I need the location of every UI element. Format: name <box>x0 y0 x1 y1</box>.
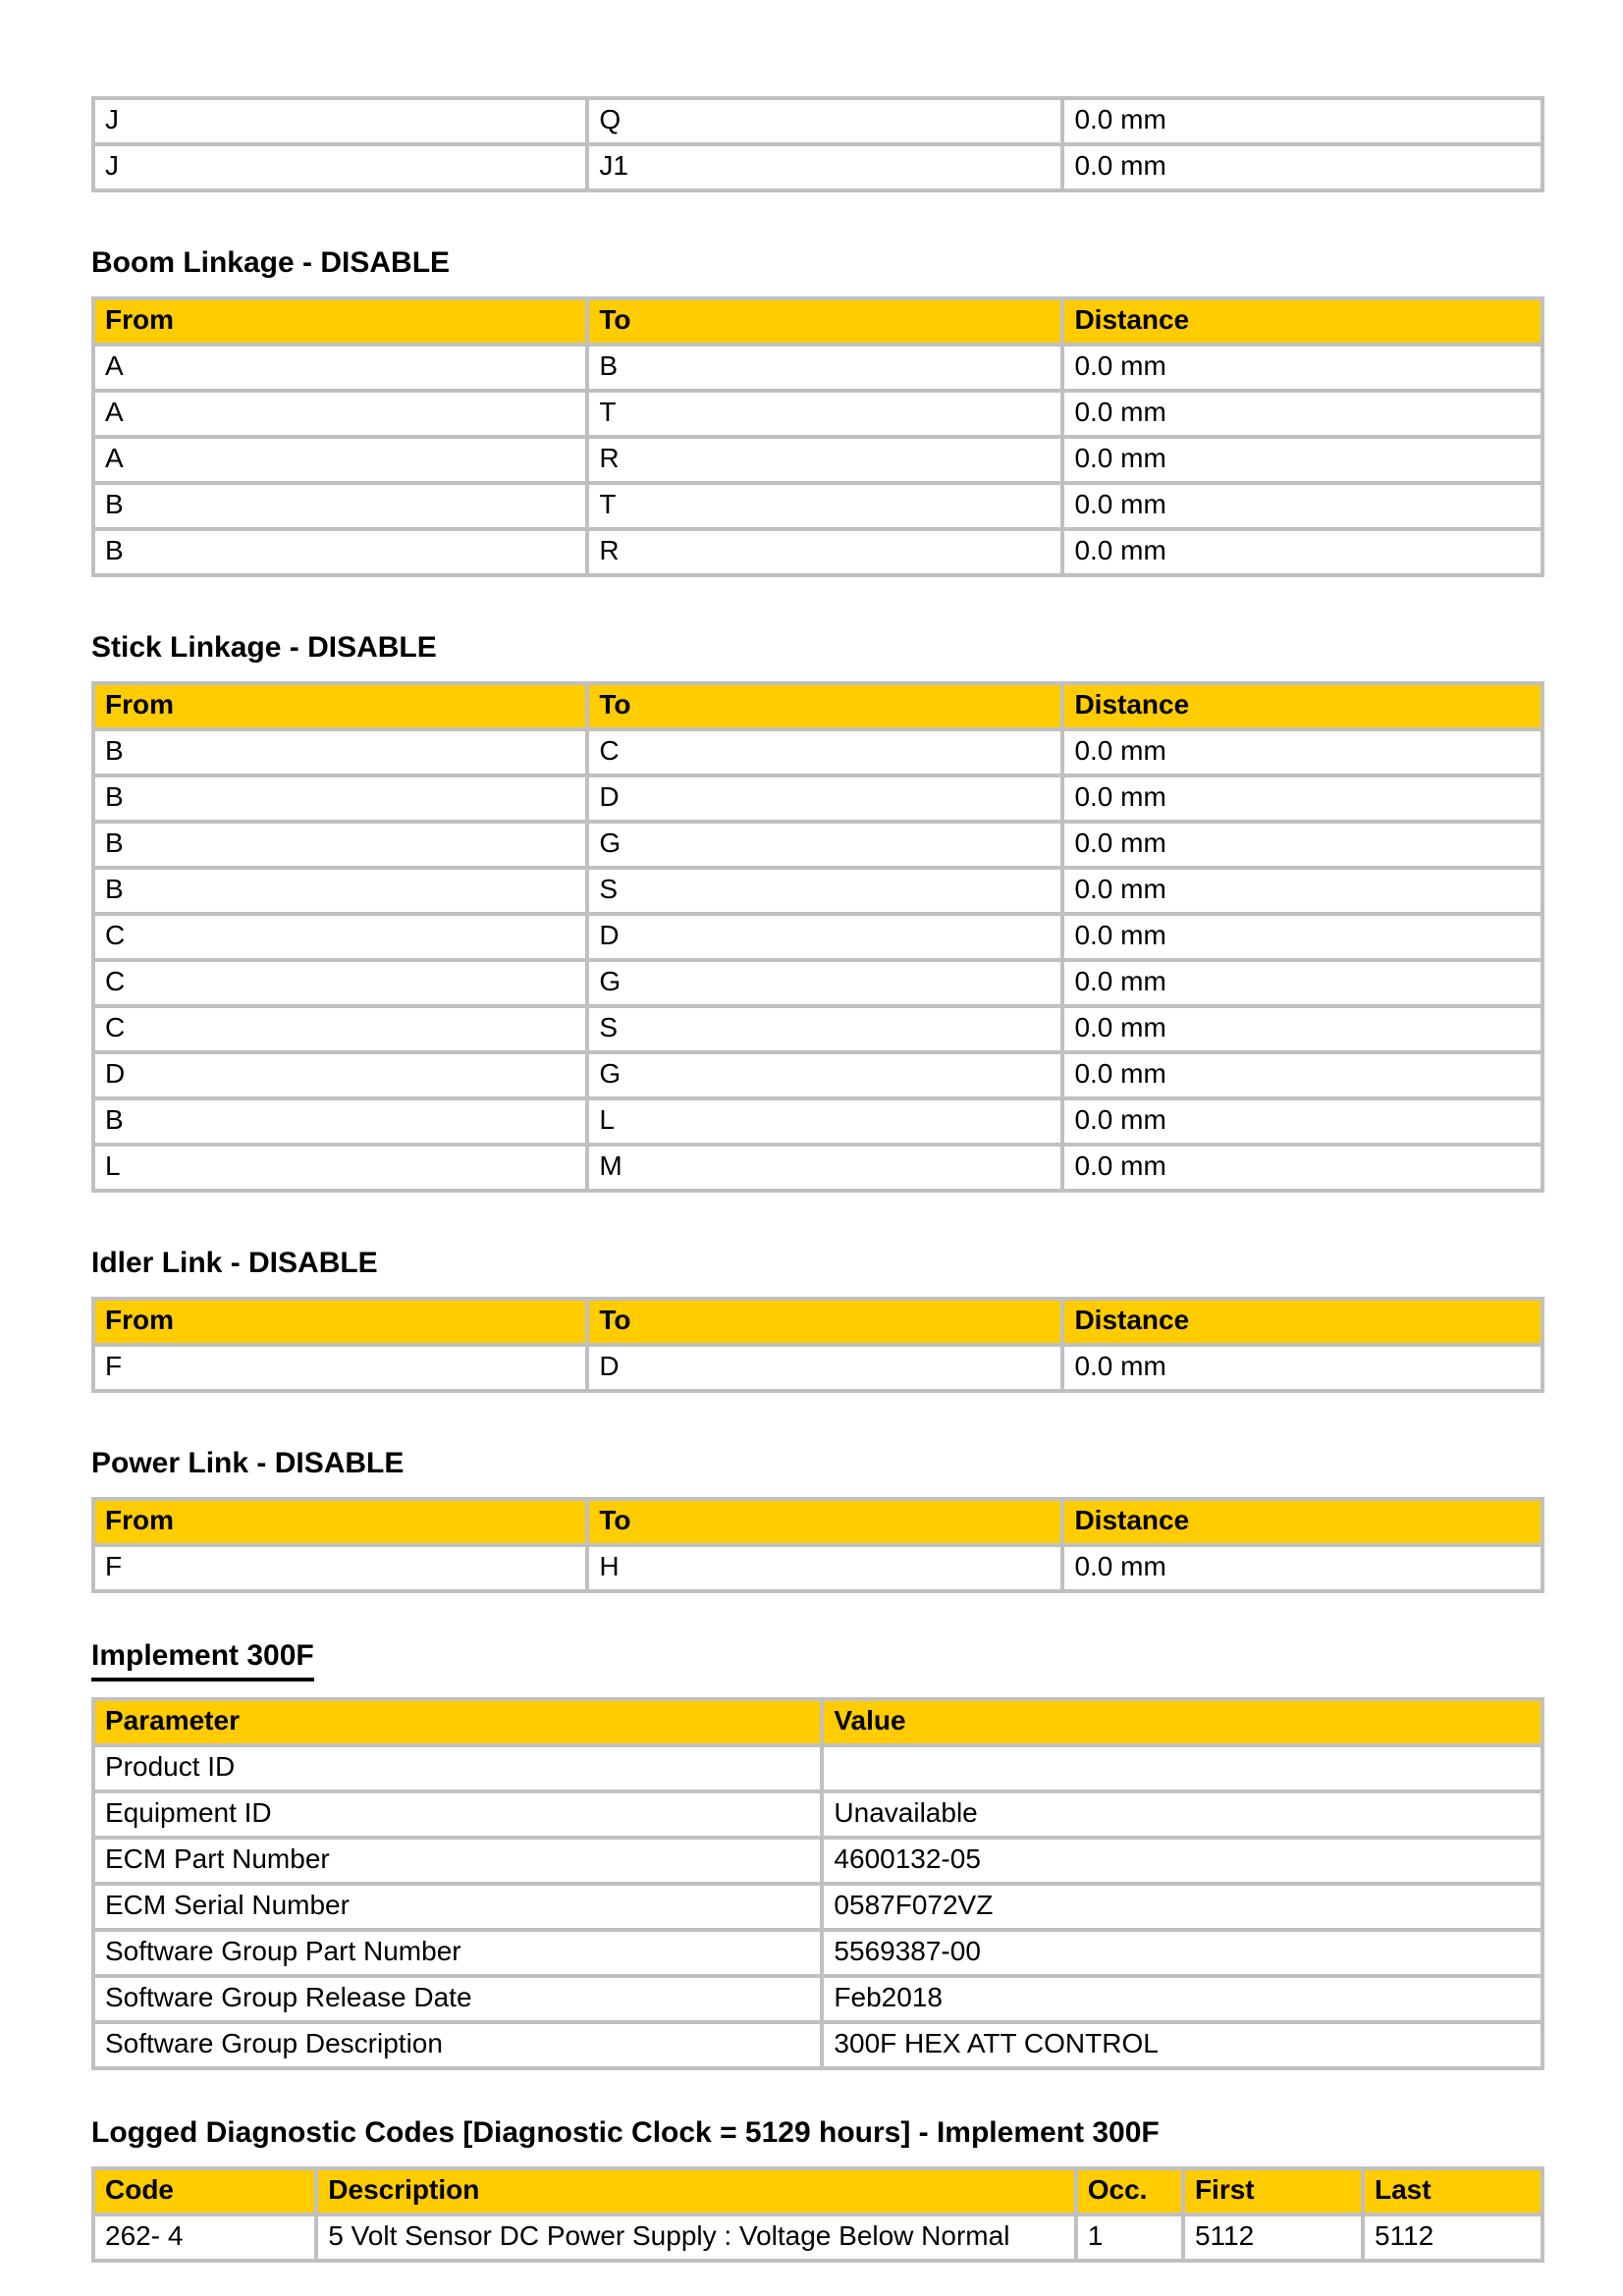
cell: B <box>93 775 587 822</box>
cell: C <box>93 960 587 1006</box>
table-row <box>93 1052 1542 1098</box>
cell: 0.0 mm <box>1062 822 1542 868</box>
column-header: Distance <box>1062 298 1542 345</box>
table-row <box>93 960 1542 1006</box>
table-row <box>93 1006 1542 1052</box>
cell: ECM Serial Number <box>93 1884 822 1930</box>
cell: B <box>93 729 587 775</box>
cell: T <box>587 483 1062 529</box>
section-title-implement-300f <box>91 1638 1544 1682</box>
header-row <box>93 683 1542 729</box>
column-header: To <box>587 1299 1062 1345</box>
cell: 0.0 mm <box>1062 1006 1542 1052</box>
section-title-power-link: Power Link - DISABLE <box>91 1447 405 1479</box>
table-row <box>93 2022 1542 2068</box>
cell: H <box>587 1545 1062 1591</box>
cell: Q <box>587 98 1062 144</box>
column-header: Distance <box>1062 1299 1542 1345</box>
cell: F <box>93 1345 587 1391</box>
table-row <box>93 1745 1542 1791</box>
cell: D <box>587 914 1062 960</box>
section-title-logged-diagnostic-codes: Logged Diagnostic Codes [Diagnostic Clock = 5129 hours] - Implement 300F <box>91 2116 1160 2149</box>
cell: Software Group Part Number <box>93 1930 822 1976</box>
table-row <box>93 345 1542 391</box>
cell: D <box>587 1345 1062 1391</box>
table-row <box>93 1345 1542 1391</box>
cell: G <box>587 960 1062 1006</box>
implement-parameter-table <box>91 1697 1544 2070</box>
table-row <box>93 483 1542 529</box>
cell: 5 Volt Sensor DC Power Supply : Voltage Below Normal <box>316 2215 1075 2261</box>
cell: 5112 <box>1183 2215 1363 2261</box>
cell: M <box>587 1145 1062 1191</box>
linkage-continuation-table <box>91 96 1544 192</box>
implement-title-text: Implement 300F <box>91 1638 314 1682</box>
header-row <box>93 1299 1542 1345</box>
cell: S <box>587 868 1062 914</box>
cell: 0.0 mm <box>1062 868 1542 914</box>
cell: 0.0 mm <box>1062 391 1542 437</box>
cell: D <box>93 1052 587 1098</box>
cell: B <box>93 529 587 575</box>
cell: B <box>587 345 1062 391</box>
cell: 300F HEX ATT CONTROL <box>822 2022 1542 2068</box>
cell: 0.0 mm <box>1062 1345 1542 1391</box>
header-row <box>93 1699 1542 1745</box>
cell: 0.0 mm <box>1062 775 1542 822</box>
cell: 5569387-00 <box>822 1930 1542 1976</box>
column-header: To <box>587 1499 1062 1545</box>
table-row <box>93 1838 1542 1884</box>
logged-diagnostic-codes-table <box>91 2166 1544 2263</box>
power-link-table <box>91 1497 1544 1593</box>
column-header: From <box>93 298 587 345</box>
cell: A <box>93 437 587 483</box>
cell: 0.0 mm <box>1062 1145 1542 1191</box>
cell: R <box>587 437 1062 483</box>
table-row <box>93 775 1542 822</box>
table-row <box>93 868 1542 914</box>
column-header: Value <box>822 1699 1542 1745</box>
cell: 0.0 mm <box>1062 1052 1542 1098</box>
section-title-boom-linkage: Boom Linkage - DISABLE <box>91 246 451 279</box>
column-header: From <box>93 1299 587 1345</box>
table-row <box>93 1145 1542 1191</box>
column-header: Parameter <box>93 1699 822 1745</box>
cell: 0.0 mm <box>1062 483 1542 529</box>
table-row <box>93 1098 1542 1145</box>
cell: L <box>93 1145 587 1191</box>
cell: B <box>93 1098 587 1145</box>
table-row <box>93 1930 1542 1976</box>
column-header: Occ. <box>1076 2168 1183 2215</box>
cell: 0.0 mm <box>1062 1545 1542 1591</box>
header-row <box>93 1499 1542 1545</box>
boom-linkage-table <box>91 296 1544 577</box>
stick-linkage-table <box>91 681 1544 1193</box>
table-row <box>93 2215 1542 2261</box>
table-row <box>93 1791 1542 1838</box>
cell: 0.0 mm <box>1062 914 1542 960</box>
table-row <box>93 914 1542 960</box>
column-header: Code <box>93 2168 316 2215</box>
cell: Software Group Release Date <box>93 1976 822 2022</box>
cell: 0.0 mm <box>1062 1098 1542 1145</box>
cell: Feb2018 <box>822 1976 1542 2022</box>
cell: B <box>93 868 587 914</box>
cell: C <box>587 729 1062 775</box>
column-header: To <box>587 298 1062 345</box>
cell: 5112 <box>1363 2215 1542 2261</box>
cell: S <box>587 1006 1062 1052</box>
cell: 0.0 mm <box>1062 529 1542 575</box>
cell: G <box>587 822 1062 868</box>
column-header: First <box>1183 2168 1363 2215</box>
cell: A <box>93 345 587 391</box>
table-row <box>93 529 1542 575</box>
cell: 4600132-05 <box>822 1838 1542 1884</box>
header-row <box>93 298 1542 345</box>
cell: ECM Part Number <box>93 1838 822 1884</box>
table-row <box>93 729 1542 775</box>
cell: Product ID <box>93 1745 822 1791</box>
section-title-stick-linkage: Stick Linkage - DISABLE <box>91 631 437 664</box>
cell: 0.0 mm <box>1062 437 1542 483</box>
column-header: From <box>93 683 587 729</box>
cell: Equipment ID <box>93 1791 822 1838</box>
cell: Unavailable <box>822 1791 1542 1838</box>
table-row <box>93 1976 1542 2022</box>
header-row <box>93 2168 1542 2215</box>
cell: C <box>93 914 587 960</box>
cell: J1 <box>587 144 1062 190</box>
cell: C <box>93 1006 587 1052</box>
cell: L <box>587 1098 1062 1145</box>
cell: 1 <box>1076 2215 1183 2261</box>
cell: 262- 4 <box>93 2215 316 2261</box>
table-row <box>93 437 1542 483</box>
cell: 0587F072VZ <box>822 1884 1542 1930</box>
column-header: From <box>93 1499 587 1545</box>
cell <box>822 1745 1542 1791</box>
table-row <box>93 391 1542 437</box>
column-header: Distance <box>1062 683 1542 729</box>
column-header: Distance <box>1062 1499 1542 1545</box>
cell: 0.0 mm <box>1062 345 1542 391</box>
cell: J <box>93 144 587 190</box>
column-header: Last <box>1363 2168 1542 2215</box>
idler-link-table <box>91 1297 1544 1393</box>
cell: T <box>587 391 1062 437</box>
column-header: Description <box>316 2168 1075 2215</box>
table-row <box>93 98 1542 144</box>
section-title-idler-link: Idler Link - DISABLE <box>91 1247 378 1279</box>
cell: F <box>93 1545 587 1591</box>
table-row <box>93 822 1542 868</box>
cell: D <box>587 775 1062 822</box>
cell: B <box>93 822 587 868</box>
cell: 0.0 mm <box>1062 144 1542 190</box>
cell: 0.0 mm <box>1062 960 1542 1006</box>
table-row <box>93 144 1542 190</box>
column-header: To <box>587 683 1062 729</box>
cell: G <box>587 1052 1062 1098</box>
cell: A <box>93 391 587 437</box>
cell: 0.0 mm <box>1062 98 1542 144</box>
cell: J <box>93 98 587 144</box>
cell: 0.0 mm <box>1062 729 1542 775</box>
cell: R <box>587 529 1062 575</box>
cell: Software Group Description <box>93 2022 822 2068</box>
table-row <box>93 1545 1542 1591</box>
table-row <box>93 1884 1542 1930</box>
cell: B <box>93 483 587 529</box>
